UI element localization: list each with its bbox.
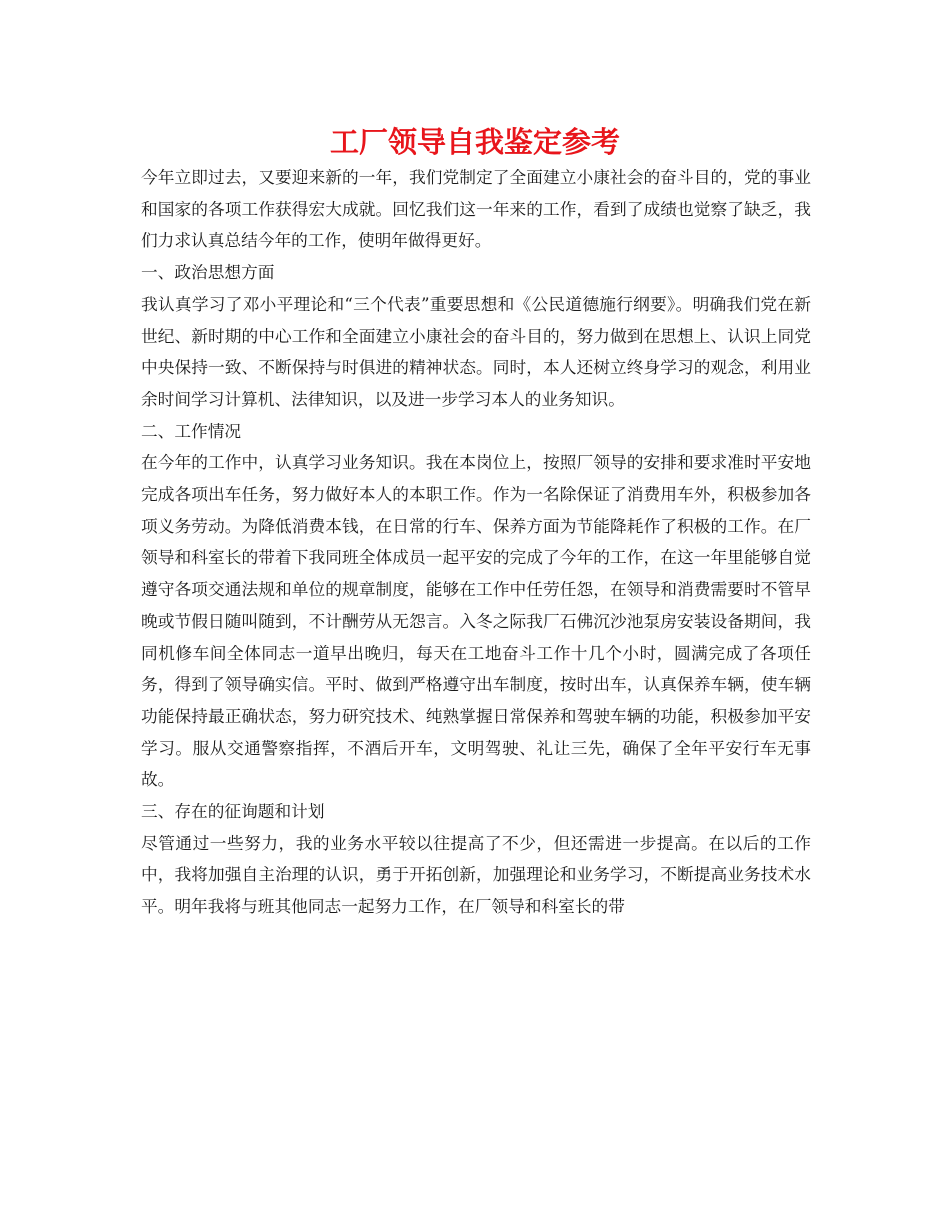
section-heading-problems: 三、存在的征询题和计划 (141, 801, 325, 822)
section-heading-politics: 一、政治思想方面 (141, 262, 275, 283)
section-heading-work: 二、工作情况 (141, 420, 242, 441)
document-title: 工厂领导自我鉴定参考 (329, 125, 620, 159)
intro-paragraph: 今年立即过去，又要迎来新的一年，我们党制定了全面建立小康社会的奋斗目的，党的事业和国家的各项工作获得宏大成就。回忆我们这一年来的工作，看到了成绩也觉察了缺乏，我们力求认真总结今年的工作，使明年做得更好。 (141, 167, 811, 251)
problems-paragraph: 尽管通过一些努力，我的业务水平较以往提高了不少，但还需进一步提高。在以后的工作中，我将加强自主治理的认识，勇于开拓创新，加强理论和业务学习，不断提高业务技术水平。明年我将与班其他同志一起努力工作，在厂领导和科室长的带 (141, 832, 811, 917)
politics-paragraph: 我认真学习了邓小平理论和“三个代表”重要思想和《公民道德施行纲要》。明确我们党在新世纪、新时期的中心工作和全面建立小康社会的奋斗目的，努力做到在思想上、认识上同党中央保持一致、不断保持与时俱进的精神状态。同时，本人还树立终身学习的观念，利用业余时间学习计算机、法律知识，以及进一步学习本人的业务知识。 (141, 293, 811, 409)
work-paragraph: 在今年的工作中，认真学习业务知识。我在本岗位上，按照厂领导的安排和要求准时平安地完成各项出车任务，努力做好本人的本职工作。作为一名除保证了消费用车外，积极参加各项义务劳动。为降低消费本钱，在日常的行车、保养方面为节能降耗作了积极的工作。在厂领导和科室长的带着下我同班全体成员一起平安的完成了今年的工作，在这一年里能够自觉遵守各项交通法规和单位的规章制度，能够在工作中任劳任怨，在领导和消费需要时不管早晚或节假日随叫随到，不计酬劳从无怨言。入冬之际我厂石佛沉沙池泵房安装设备期间，我同机修车间全体同志一道早出晚归，每天在工地奋斗工作十几个小时，圆满完成了各项任务，得到了领导确实信。平时、做到严格遵守出车制度，按时出车，认真保养车辆，使车辆功能保持最正确状态，努力研究技术、纯熟掌握日常保养和驾驶车辆的功能，积极参加平安学习。服从交通警察指挥，不酒后开车，文明驾驶、礼让三先，确保了全年平安行车无事故。 (141, 452, 811, 790)
document-body (141, 162, 811, 923)
